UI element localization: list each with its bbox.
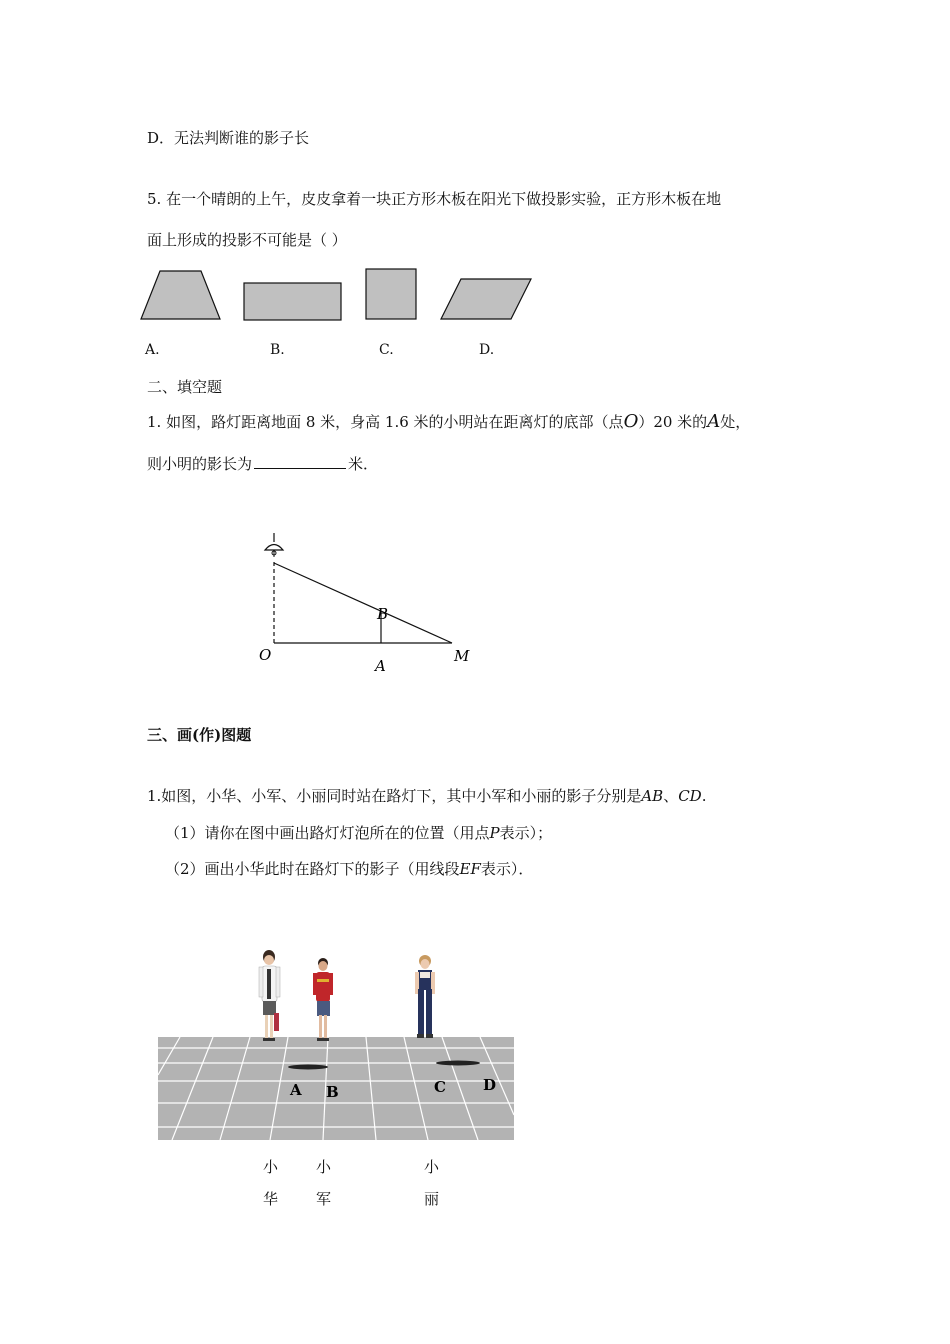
shape-parallelogram [441, 279, 531, 319]
light-ray [274, 563, 452, 643]
s3-q1-sub-1 [165, 822, 552, 843]
q5-option-d: D. [479, 342, 495, 358]
s2-q1-text-e: 米． [348, 455, 379, 473]
label-o: O [259, 646, 272, 664]
label-b: B [377, 605, 389, 623]
shape-trapezoid [141, 271, 220, 319]
shape-rectangle [244, 283, 341, 320]
s3-q1-sub-2 [165, 858, 533, 879]
person-xiaojun [313, 958, 333, 1041]
s3-q1-line-1 [147, 785, 707, 806]
var-cd: CD [678, 787, 702, 805]
lamp-diagram [250, 530, 480, 680]
var-p: P [489, 824, 500, 842]
q5-line-2: 面上形成的投影不可能是（ ） [147, 231, 347, 249]
name-xiaojun-2: 军 [316, 1190, 332, 1208]
label-m: M [454, 647, 470, 665]
s2-q1-text-c: 处， [720, 413, 751, 431]
photo-label-c: C [434, 1078, 446, 1096]
s3-sub1-text-a: （1）请你在图中画出路灯灯泡所在的位置（用点 [165, 824, 490, 842]
photo-label-b: B [326, 1083, 339, 1101]
s3-sub2-text-b: 表示）． [480, 860, 534, 878]
q5-line-1: 5. 在一个晴朗的上午，皮皮拿着一块正方形木板在阳光下做投影实验，正方形木板在地 [147, 190, 722, 208]
name-xiaoli-1: 小 [424, 1158, 440, 1176]
shape-square [366, 269, 416, 319]
var-o: O [623, 411, 639, 432]
var-ab: AB [641, 787, 664, 805]
shadow-ab [288, 1065, 328, 1070]
q5-option-a: A. [145, 342, 160, 358]
s2-q1-text-a: 1. 如图，路灯距离地面 8 米，身高 1.6 米的小明站在距离灯的底部（点 [147, 413, 624, 431]
s3-q1-dot: . [701, 787, 707, 805]
person-xiaohua [259, 950, 280, 1041]
s3-sub1-text-b: 表示）； [499, 824, 553, 842]
name-xiaoli-2: 丽 [424, 1190, 440, 1208]
var-ef: EF [459, 860, 481, 878]
s3-sub2-text-a: （2）画出小华此时在路灯下的影子（用线段 [165, 860, 460, 878]
street-lamp-photo [158, 945, 516, 1143]
s2-q1-line-2 [147, 453, 378, 474]
name-xiaojun-1: 小 [316, 1158, 332, 1176]
q5-shapes [138, 266, 538, 326]
person-xiaoli [415, 955, 435, 1038]
lamp-icon [265, 533, 283, 557]
q5-option-b: B. [270, 342, 285, 358]
label-a: A [375, 657, 386, 675]
s2-q1-line-1 [147, 411, 750, 432]
section-3-title: 三、画(作)图题 [147, 726, 252, 744]
section-2-title: 二、填空题 [147, 378, 223, 396]
answer-blank[interactable] [254, 454, 346, 469]
name-xiaohua-2: 华 [263, 1190, 279, 1208]
name-xiaohua-1: 小 [263, 1158, 279, 1176]
q4-option-d: D．无法判断谁的影子长 [147, 129, 310, 147]
shadow-cd [436, 1061, 480, 1066]
photo-label-d: D [483, 1076, 497, 1094]
s2-q1-text-d: 则小明的影长为 [147, 455, 253, 473]
q5-option-c: C. [379, 342, 394, 358]
s3-q1-text-a: 1.如图，小华、小军、小丽同时站在路灯下，其中小军和小丽的影子分别是 [147, 787, 642, 805]
photo-label-a: A [290, 1081, 302, 1099]
s3-q1-sep: 、 [663, 787, 679, 805]
var-a: A [707, 411, 721, 432]
s2-q1-text-b: ）20 米的 [638, 413, 708, 431]
